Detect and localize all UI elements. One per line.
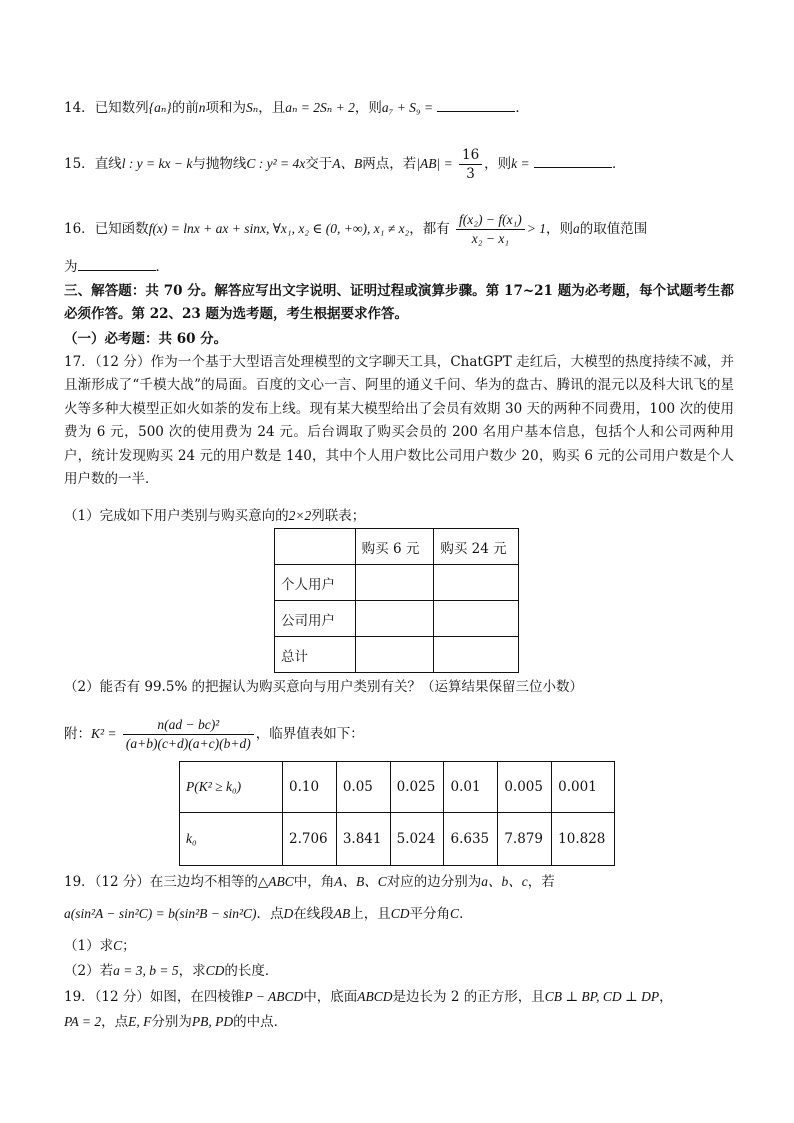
q14-text-4: ，且 — [258, 100, 286, 116]
q19a-cd: CD — [390, 906, 410, 921]
critical-k-cell: 6.635 — [444, 813, 498, 866]
question-19b — [64, 987, 673, 1007]
question-15 — [64, 146, 625, 183]
question-19a — [64, 872, 555, 892]
q14-end: ． — [515, 100, 529, 116]
q15-text-3: 交于 — [305, 156, 333, 172]
table-header-cell: 购买 6 元 — [355, 529, 434, 565]
section-3-heading: 三、解答题：共 70 分。解答应写出文字说明、证明过程或演算步骤。第 17~21 题为必考题，每个试题考生都必须作答。第 22、23 题为选考题，考生根据要求作答。 — [64, 283, 734, 323]
q19a-number: 19．（12 分） — [64, 874, 150, 890]
q19a-text-4: ，若 — [527, 874, 555, 890]
q15-fraction — [459, 146, 482, 183]
table-header-row — [275, 529, 519, 565]
q19a-equation: a(sin²A − sin²C) = b(sin²B − sin²C) — [64, 906, 257, 921]
q14-n: n — [198, 100, 206, 115]
q17-part2: （2）能否有 99.5% 的把握认为购买意向与用户类别有关？（运算结果保留三位小数） — [64, 679, 584, 695]
q19a-part2-text: （2）若 — [64, 963, 114, 979]
question-17-text: 17．（12 分）作为一个基于大型语言处理模型的文字聊天工具，ChatGPT 走红后，大模型的热度持续不减，并且渐形成了“千模大战”的局面。百度的文心一言、阿里的通义千问、华为的盘古、腾讯的混元以及科大讯飞的星火等多种大模型正如火如荼的发布上线。现有某大模型给出了会员有效期 30 天的两种不同费用，100 次的使用费为 6 元，500 次的使用费为 24 元。后台调取了购买会员的 200 名用户基本信息，包括个人和公司两种用户，统计发现购买 24 元的用户数是 140，其中个人用户数比公司用户数少 20，购买 6 元的公司用户数是个人用户数的一半． — [64, 354, 734, 488]
q15-k: k = — [511, 156, 530, 171]
q15-text-2: 与抛物线 — [192, 156, 247, 172]
q16-answer-blank — [78, 256, 156, 271]
q14-answer-blank — [437, 97, 515, 112]
q17-part1-end: 列联表； — [311, 508, 366, 524]
q16-number: 16． — [64, 221, 95, 237]
formula-num: n(ad − bc)² — [123, 716, 254, 735]
q14-sequence: {aₙ} — [148, 100, 172, 115]
contingency-table — [274, 528, 519, 673]
table-row — [275, 637, 519, 673]
q16-text-2: ，都有 — [409, 221, 450, 237]
critical-k-label: k₀ — [180, 813, 283, 866]
q16-function: f(x) = lnx + ax + sinx, ∀x₁, x₂ ∈ (0, +∞), x₁ ≠ x₂ — [148, 221, 410, 236]
q16-frac-den: x₂ − x₁ — [471, 231, 510, 246]
question-16 — [64, 211, 647, 248]
table-cell — [355, 601, 434, 637]
q19a-angles: A、B、C — [334, 874, 387, 889]
q19a-part1-text: （1）求 — [64, 938, 114, 954]
appendix-end: ，临界值表如下： — [255, 726, 364, 742]
critical-k-cell: 7.879 — [498, 813, 552, 866]
critical-p-cell: 0.10 — [283, 762, 337, 813]
q15-frac-den: 3 — [466, 166, 475, 182]
question-14 — [64, 97, 529, 118]
critical-k-row — [180, 813, 615, 866]
q14-text-5: ，则 — [354, 100, 382, 116]
section-3-sub: （一）必考题：共 60 分。 — [64, 331, 228, 347]
q19b-ef: E, F — [128, 1014, 152, 1029]
q19a-sides: a、b、c — [481, 874, 528, 889]
q19a-text-3: 对应的边分别为 — [386, 874, 482, 890]
q19b-pa: PA = 2 — [64, 1014, 102, 1029]
q14-condition: aₙ = 2Sₙ + 2 — [285, 100, 355, 115]
q19a-part1 — [64, 936, 136, 956]
critical-k-cell: 10.828 — [552, 813, 615, 866]
q19b-number: 19．（12 分） — [64, 989, 150, 1005]
table-row — [275, 565, 519, 601]
table-cell — [355, 637, 434, 673]
table-cell — [434, 565, 519, 601]
q17-part1-text: （1）完成如下用户类别与购买意向的 — [64, 508, 289, 524]
q16-text-3: ，则 — [546, 221, 574, 237]
question-16-cont — [64, 256, 169, 277]
formula-den: (a+b)(c+d)(a+c)(b+d) — [125, 736, 251, 751]
table-cell — [434, 601, 519, 637]
q14-number: 14． — [64, 100, 95, 116]
q16-fraction — [456, 211, 525, 248]
q14-sn: Sₙ — [245, 100, 259, 115]
q19a-text-1: 在三边均不相等的 — [149, 874, 258, 890]
q19b-base: ABCD — [357, 989, 393, 1004]
table-cell: 公司用户 — [275, 601, 356, 637]
q15-number: 15． — [64, 156, 95, 172]
q15-answer-blank — [534, 153, 612, 168]
q19a-end: ． — [459, 906, 473, 922]
q19b-condition: CB ⊥ BP, CD ⊥ DP — [544, 989, 660, 1004]
q15-line: l : y = kx − k — [121, 156, 193, 171]
q16-text-4: 的取值范围 — [579, 221, 648, 237]
q15-text-4: 两点，若 — [362, 156, 417, 172]
q19b-text-6: 分别为 — [151, 1014, 192, 1030]
critical-p-cell: 0.005 — [498, 762, 552, 813]
question-19a-cont — [64, 904, 473, 924]
q19b-text-4: ， — [659, 989, 673, 1005]
q14-text-1: 已知数列 — [94, 100, 149, 116]
q15-end: ． — [611, 156, 626, 172]
q19b-text-1: 如图，在四棱锥 — [149, 989, 245, 1005]
q19a-part2-values: a = 3, b = 5 — [113, 963, 179, 978]
table-cell — [355, 565, 434, 601]
q16-end: ． — [155, 259, 169, 275]
critical-p-cell: 0.025 — [390, 762, 444, 813]
q14-expression: a₇ + S₉ = — [381, 100, 434, 115]
q19a-text-5: ．点 — [256, 906, 284, 922]
q16-frac-num: f(x₂) − f(x₁) — [456, 211, 525, 230]
critical-p-row — [180, 762, 615, 813]
q19a-c: C — [450, 906, 460, 921]
q19a-text-2: 中，角 — [293, 874, 335, 890]
q19b-pbpd: PB, PD — [191, 1014, 234, 1029]
q15-text-1: 直线 — [94, 156, 122, 172]
q17-part1 — [64, 506, 365, 526]
q16-gt: > 1 — [526, 221, 547, 236]
q16-text-1: 已知函数 — [94, 221, 149, 237]
table-cell: 总计 — [275, 637, 356, 673]
table-cell — [434, 637, 519, 673]
critical-k-cell: 5.024 — [390, 813, 444, 866]
q19a-ab: AB — [333, 906, 351, 921]
q15-frac-num: 16 — [459, 146, 482, 165]
q15-parabola: C : y² = 4x — [246, 156, 306, 171]
critical-p-label: P(K² ≥ k₀) — [180, 762, 283, 813]
critical-k-cell: 3.841 — [336, 813, 390, 866]
q19a-d: D — [283, 906, 294, 921]
q16-a: a — [573, 221, 580, 236]
q19a-part2 — [64, 961, 278, 981]
critical-value-table — [179, 761, 615, 866]
q19a-part1-c: C — [113, 938, 123, 953]
q19a-part1-end: ； — [122, 938, 136, 954]
critical-p-cell: 0.05 — [336, 762, 390, 813]
q15-ab: |AB| = — [416, 156, 453, 171]
appendix-formula — [123, 716, 254, 753]
q19a-text-6: 在线段 — [293, 906, 334, 922]
q19a-text-8: 平分角 — [409, 906, 451, 922]
q19a-part2-cd: CD — [205, 963, 225, 978]
critical-p-cell: 0.001 — [552, 762, 615, 813]
q15-points: A、B — [332, 156, 363, 171]
q19b-text-3: 是边长为 2 的正方形，且 — [392, 989, 545, 1005]
q15-text-5: ，则 — [484, 156, 512, 172]
appendix-label: 附： — [64, 726, 91, 742]
q19a-part2-end: 的长度． — [224, 963, 279, 979]
q17-appendix — [64, 716, 364, 753]
q14-text-3: 项和为 — [205, 100, 246, 116]
appendix-k2: K² = — [91, 726, 117, 741]
q19b-text-5: ，点 — [101, 1014, 129, 1030]
table-row — [275, 601, 519, 637]
q19b-pyramid: P − ABCD — [244, 989, 304, 1004]
table-header-cell: 购买 24 元 — [434, 529, 519, 565]
q14-text-2: 的前 — [171, 100, 199, 116]
q19b-text-7: 的中点． — [233, 1014, 288, 1030]
q16-text-5: 为 — [64, 259, 78, 275]
critical-k-cell: 2.706 — [283, 813, 337, 866]
q19b-text-2: 中，底面 — [303, 989, 358, 1005]
critical-p-cell: 0.01 — [444, 762, 498, 813]
table-header-cell — [275, 529, 356, 565]
q19a-part2-t: ，求 — [178, 963, 206, 979]
q19a-triangle: △ABC — [257, 874, 294, 889]
q17-part1-2x2: 2×2 — [288, 508, 312, 523]
table-cell: 个人用户 — [275, 565, 356, 601]
q19a-text-7: 上，且 — [350, 906, 391, 922]
question-19b-cont — [64, 1012, 287, 1032]
